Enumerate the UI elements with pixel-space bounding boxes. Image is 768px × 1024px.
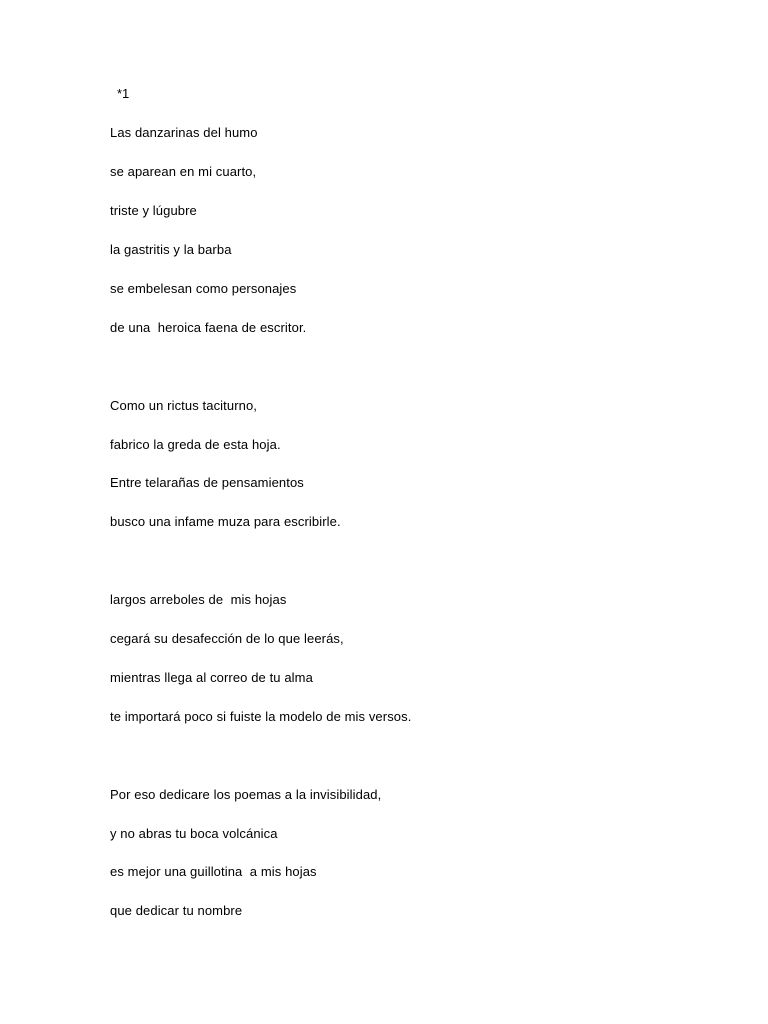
poem-line-s2-l1: Como un rictus taciturno, [110, 398, 258, 413]
poem-line-s4-l1: Por eso dedicare los poemas a la invisibilidad, [110, 787, 382, 802]
poem-line-s1-l4: la gastritis y la barba [110, 242, 232, 257]
poem-marker: *1 [117, 86, 130, 101]
poem-line-s4-l2: y no abras tu boca volcánica [110, 826, 278, 841]
poem-line-s3-l3: mientras llega al correo de tu alma [110, 670, 313, 685]
poem-line-s2-l4: busco una infame muza para escribirle. [110, 514, 341, 529]
poem-line-s2-l2: fabrico la greda de esta hoja. [110, 437, 281, 452]
poem-line-s1-l3: triste y lúgubre [110, 203, 197, 218]
poem-line-s1-l6: de una heroica faena de escritor. [110, 320, 307, 335]
poem-line-s4-l3: es mejor una guillotina a mis hojas [110, 864, 317, 879]
poem-line-s2-l3: Entre telarañas de pensamientos [110, 475, 304, 490]
poem-line-s3-l4: te importará poco si fuiste la modelo de mis versos. [110, 709, 412, 724]
poem-line-s1-l1: Las danzarinas del humo [110, 125, 258, 140]
poem-line-s4-l4: que dedicar tu nombre [110, 903, 243, 918]
poem-line-s1-l2: se aparean en mi cuarto, [110, 164, 257, 179]
poem-line-s1-l5: se embelesan como personajes [110, 281, 297, 296]
poem-line-s3-l2: cegará su desafección de lo que leerás, [110, 631, 344, 646]
poem-line-s3-l1: largos arreboles de mis hojas [110, 592, 287, 607]
